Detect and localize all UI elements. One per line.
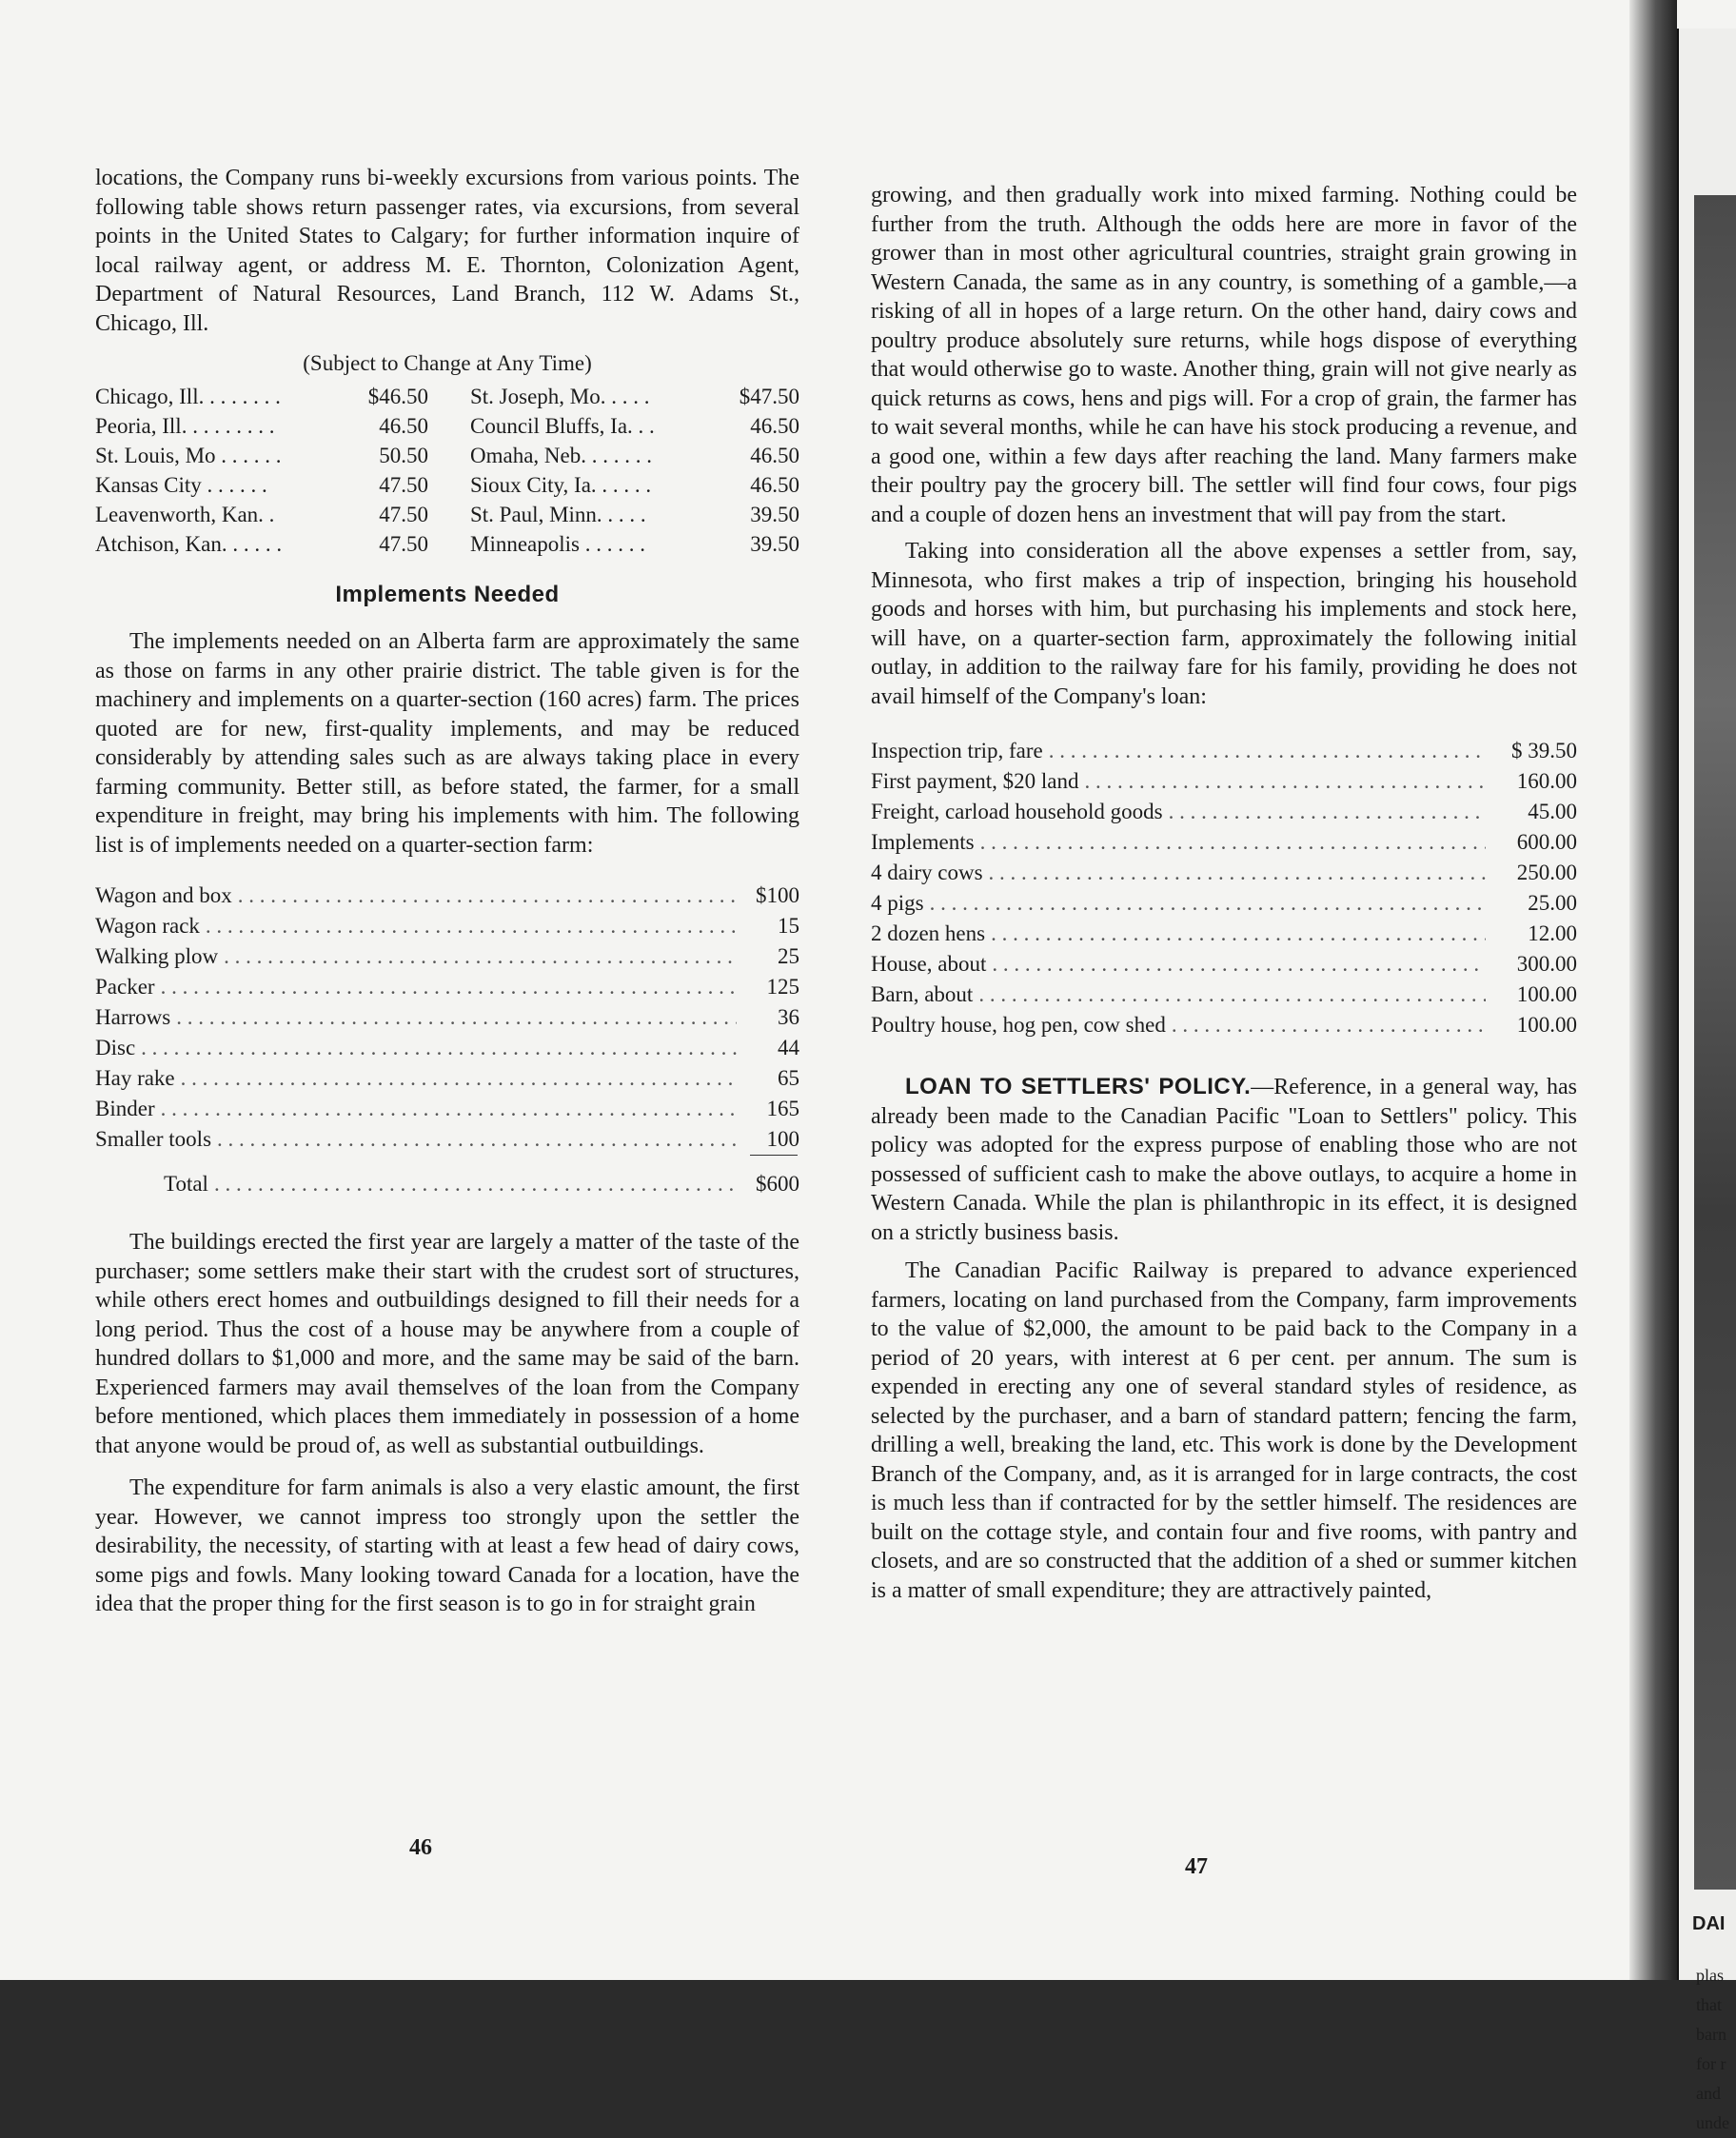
outlay-row-value: 100.00 [1516, 982, 1577, 1006]
implement-row-value: 165 [766, 1097, 799, 1120]
outlay-row [871, 736, 1577, 766]
adjacent-page-caption: DAI [1692, 1913, 1726, 1934]
rate-fare: 47.50 [379, 503, 428, 526]
outlay-row [871, 949, 1577, 980]
outlay-row [871, 919, 1577, 949]
implements-paragraph: The implements needed on an Alberta farm are approximately the same as those on farms in any other prairie district. The table given is for the machinery and implements on a quarter-section (160 acres) farm. The prices quoted are for new, first-quality implements, and may be reduced considerably by attending sales such as are always taking place in every farming community. Better still, as before stated, the farmer, for a small expenditure in freight, may bring his implements with him. The following list is of implements needed on a quarter-section farm: [95, 629, 799, 858]
rate-fare: $47.50 [739, 385, 799, 408]
rate-city: Peoria, Ill. . . . . . . . . [95, 414, 275, 438]
total-value: $600 [756, 1172, 799, 1196]
implement-row [95, 1002, 799, 1033]
adjacent-page-line: that [1696, 1995, 1722, 2014]
implement-row-value: 36 [778, 1005, 799, 1029]
outlay-row [871, 858, 1577, 888]
rate-fare: 39.50 [750, 503, 799, 526]
implement-row-value: 25 [778, 944, 799, 968]
binding-shadow [1629, 0, 1677, 1980]
rates-heading: (Subject to Change at Any Time) [303, 351, 592, 375]
buildings-paragraph: The buildings erected the first year are largely a matter of the taste of the purchaser; some settlers make their start with the crudest sort of structures, while others erect homes and outbuildings designed to fill their needs for a long period. Thus the cost of a house may be anywhere from a couple of hundred dollars to $1,000 and more, and the same may be said of the barn. Experienced farmers may avail themselves of the loan from the Company before mentioned, which places them immediately in possession of a home that anyone would be proud of, as well as substantial outbuildings. [95, 1230, 799, 1458]
rate-fare: 50.50 [379, 444, 428, 467]
rate-city: Council Bluffs, Ia. . . [470, 414, 655, 438]
leader-dots [141, 1033, 737, 1063]
loan-text: —Reference, in a general way, has already been made to the Canadian Pacific "Loan to Settlers" policy. This policy was adopted for the express purpose of enabling those who are not possessed of sufficient cash to make the above outlays, to acquire a home in Western Canada. While the plan is philanthropic in its effect, it is designed on a strictly business basis. [871, 1075, 1577, 1245]
implement-row [95, 941, 799, 972]
adjacent-page-line: for r [1696, 2054, 1726, 2073]
implement-row-label: Wagon and box [95, 883, 232, 907]
outlay-row-label: 4 pigs [871, 891, 924, 915]
implement-row [95, 1124, 799, 1155]
outlay-row-label: Inspection trip, fare [871, 739, 1043, 762]
leader-dots [978, 980, 1486, 1010]
left-page [95, 0, 799, 1619]
implement-row [95, 1063, 799, 1094]
implement-row-label: Harrows [95, 1005, 171, 1029]
outlay-row-label: Barn, about [871, 982, 974, 1006]
implement-row [95, 881, 799, 911]
rate-city: Kansas City . . . . . . [95, 473, 267, 497]
outlay-row-label: 2 dozen hens [871, 921, 986, 945]
leader-dots [1169, 797, 1486, 827]
outlay-row-label: 4 dairy cows [871, 861, 983, 884]
implement-row-label: Packer [95, 975, 155, 999]
outlay-row-label: Poultry house, hog pen, cow shed [871, 1013, 1166, 1037]
right-page [871, 0, 1577, 1605]
rate-city: Minneapolis . . . . . . [470, 532, 645, 556]
implement-row-value: $100 [756, 883, 799, 907]
implement-row-value: 44 [778, 1036, 799, 1059]
implement-row-label: Smaller tools [95, 1127, 212, 1151]
outlay-row-value: 25.00 [1528, 891, 1577, 915]
leader-dots [176, 1002, 737, 1033]
leader-dots [161, 1094, 737, 1124]
grain-paragraph: growing, and then gradually work into mixed farming. Nothing could be further from the truth. Although the odds here are more in favor of the grower than in most other agricultural countries, straight grain growing in Western Canada, the same as in any country, is something of a gamble,—a risking of all in hopes of a large return. On the other hand, dairy cows and poultry produce absolutely sure returns, while hogs dispose of everything that would otherwise go to waste. Another thing, grain will not give nearly as quick returns as cows, hens and pigs will. For a crop of grain, the farmer has to wait several months, while he can have his stock producing a revenue, and a good one, within a few days after reaching the land. Many farmers make their poultry pay the grocery bill. The settler will find four cows, four pigs and a couple of dozen hens an investment that will pay from the start. [871, 183, 1577, 527]
leader-dots [214, 1169, 737, 1199]
outlay-row [871, 766, 1577, 797]
outlay-row-value: 300.00 [1516, 952, 1577, 976]
adjacent-page-line: plas [1696, 1966, 1724, 1985]
implement-row [95, 911, 799, 941]
implement-row-label: Binder [95, 1097, 155, 1120]
rates-table [95, 382, 799, 559]
outlay-paragraph: Taking into consideration all the above expenses a settler from, say, Minnesota, who first makes a trip of inspection, bringing his household goods and horses with him, but purchasing his implements and stock here, will have, on a quarter-section farm, approximately the following initial outlay, in addition to the railway fare for his family, providing he does not avail himself of the Company's loan: [871, 539, 1577, 709]
rate-city: St. Joseph, Mo. . . . . [470, 385, 650, 408]
page-number-right: 47 [1185, 1854, 1208, 1879]
rate-fare: 46.50 [750, 444, 799, 467]
outlay-row-value: 160.00 [1516, 769, 1577, 793]
total-label: Total [164, 1172, 208, 1196]
implement-row-label: Hay rake [95, 1066, 175, 1090]
leader-dots [930, 888, 1486, 919]
outlay-row-label: Freight, carload household goods [871, 800, 1163, 823]
implement-row [95, 972, 799, 1002]
leader-dots [992, 949, 1486, 980]
cpr-paragraph: The Canadian Pacific Railway is prepared to advance experienced farmers, locating on land purchased from the Company, farm improvements to the value of $2,000, the amount to be paid back to the Company in a period of 20 years, with interest at 6 per cent. per annum. The sum is expended in erecting any one of several standard styles of residence, as selected by the purchaser, and a barn of standard pattern; fencing the farm, drilling a well, breaking the land, etc. This work is done by the Development Branch of the Company, and, as it is arranged for in large contracts, the cost is much less than if contracted for by the settler himself. The residences are built on the cottage style, and contain four and five rooms, with pantry and closets, and are so constructed that the addition of a shed or summer kitchen is a matter of small expenditure; they are attractively painted, [871, 1258, 1577, 1603]
implement-row-label: Disc [95, 1036, 136, 1059]
outlay-row-value: 12.00 [1528, 921, 1577, 945]
rate-fare: $46.50 [367, 385, 428, 408]
implement-row-value: 65 [778, 1066, 799, 1090]
outlay-row-label: First payment, $20 land [871, 769, 1079, 793]
implements-list [95, 881, 799, 1155]
loan-paragraph [871, 1073, 1577, 1247]
outlay-row-value: 45.00 [1528, 800, 1577, 823]
total-rule [750, 1155, 798, 1156]
leader-dots [206, 911, 737, 941]
outlay-row [871, 1010, 1577, 1040]
implement-row-value: 100 [766, 1127, 799, 1151]
outlay-row-value: 250.00 [1516, 861, 1577, 884]
rate-fare: 46.50 [379, 414, 428, 438]
leader-dots [238, 881, 737, 911]
rate-fare: 46.50 [750, 473, 799, 497]
implement-row-label: Walking plow [95, 944, 219, 968]
leader-dots [1049, 736, 1486, 766]
leader-dots [989, 858, 1486, 888]
leader-dots [217, 1124, 737, 1155]
implements-total [95, 1169, 799, 1199]
adjacent-page-line: unde [1696, 2113, 1729, 2132]
loan-heading: LOAN TO SETTLERS' POLICY. [905, 1074, 1252, 1099]
outlay-row-value: 600.00 [1516, 830, 1577, 854]
rate-fare: 47.50 [379, 532, 428, 556]
animals-paragraph: The expenditure for farm animals is also a very elastic amount, the first year. However, we cannot impress too strongly upon the settler the desirability, the necessity, of starting with at least a few head of dairy cows, some pigs and fowls. Many looking toward Canada for a location, have the idea that the proper thing for the first season is to go in for straight grain [95, 1475, 799, 1616]
outlay-row-value: 100.00 [1516, 1013, 1577, 1037]
implement-row [95, 1033, 799, 1063]
rate-fare: 39.50 [750, 532, 799, 556]
page-number-left: 46 [409, 1835, 432, 1860]
leader-dots [161, 972, 737, 1002]
rate-fare: 46.50 [750, 414, 799, 438]
outlay-row [871, 797, 1577, 827]
rate-fare: 47.50 [379, 473, 428, 497]
outlay-row-label: Implements [871, 830, 975, 854]
rate-city: Atchison, Kan. . . . . . [95, 532, 283, 556]
rate-city: Sioux City, Ia. . . . . . [470, 473, 652, 497]
leader-dots [224, 941, 737, 972]
adjacent-page-line: barn [1696, 2025, 1726, 2044]
adjacent-page-text [1696, 1961, 1729, 2138]
rate-city: Chicago, Ill. . . . . . . . [95, 385, 281, 408]
implement-row-value: 125 [766, 975, 799, 999]
leader-dots [980, 827, 1486, 858]
intro-paragraph: locations, the Company runs bi-weekly excursions from various points. The following table shows return passenger rates, via excursions, from several points in the United States to Calgary; for further information inquire of local railway agent, or address M. E. Thornton, Colonization Agent, Department of Natural Resources, Land Branch, 112 W. Adams St., Chicago, Ill. [95, 166, 799, 336]
leader-dots [991, 919, 1486, 949]
implements-heading: Implements Needed [335, 582, 560, 607]
rate-city: Omaha, Neb. . . . . . . [470, 444, 652, 467]
implement-row-label: Wagon rack [95, 914, 200, 938]
rate-city: St. Paul, Minn. . . . . [470, 503, 646, 526]
outlay-row [871, 827, 1577, 858]
adjacent-page-line: and [1696, 2084, 1721, 2103]
implement-row-value: 15 [778, 914, 799, 938]
implement-row [95, 1094, 799, 1124]
outlay-list [871, 736, 1577, 1040]
rate-city: Leavenworth, Kan. . [95, 503, 275, 526]
leader-dots [181, 1063, 737, 1094]
rate-city: St. Louis, Mo . . . . . . [95, 444, 282, 467]
adjacent-page-photo [1694, 195, 1736, 1890]
outlay-row [871, 888, 1577, 919]
outlay-row-label: House, about [871, 952, 987, 976]
leader-dots [1084, 766, 1486, 797]
outlay-row-value: $ 39.50 [1511, 739, 1577, 762]
leader-dots [1172, 1010, 1486, 1040]
outlay-row [871, 980, 1577, 1010]
